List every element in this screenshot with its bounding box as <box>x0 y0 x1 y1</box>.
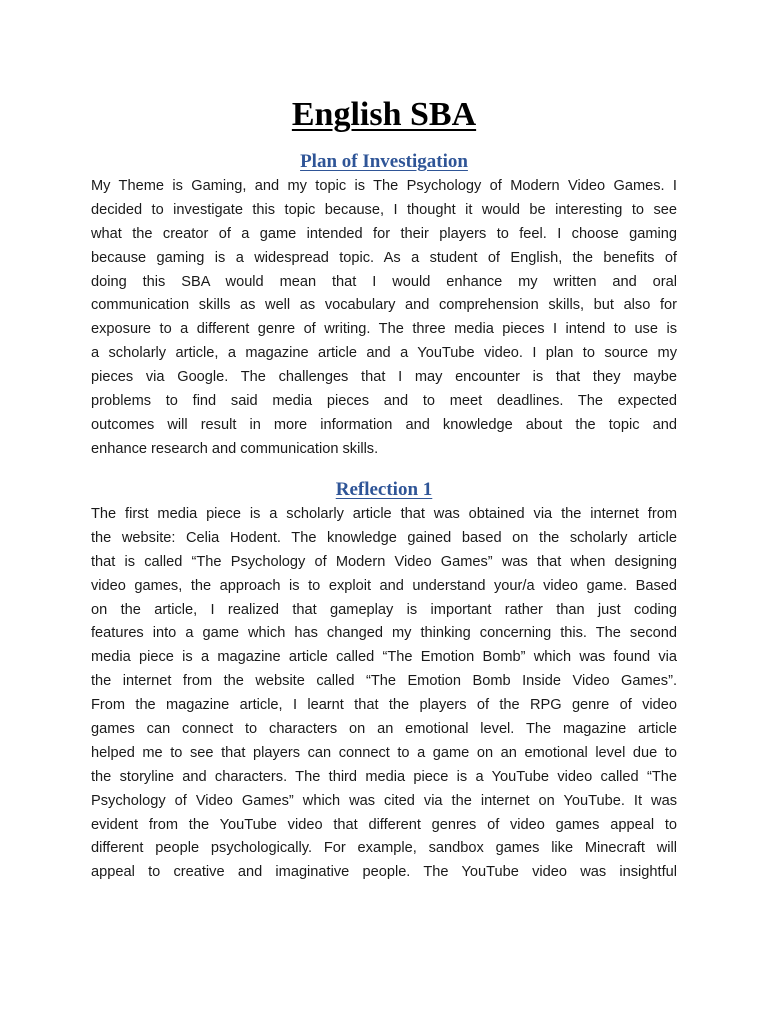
text-line: decided to investigate this topic because, I thought it would be interesting to see <box>91 201 677 218</box>
text-line: the website: Celia Hodent. The knowledge gained based on the scholarly article <box>91 529 677 546</box>
text-line: video games, the approach is to exploit and understand your/a video game. Based <box>91 577 677 594</box>
text-line: a scholarly article, a magazine article and a YouTube video. I plan to source my <box>91 345 677 362</box>
text-line: on the article, I realized that gameplay is important rather than just coding <box>91 601 677 618</box>
section-heading-plan-of-investigation: Plan of Investigation <box>300 151 468 172</box>
text-line: The first media piece is a scholarly article that was obtained via the internet from <box>91 506 677 522</box>
text-line: exposure to a different genre of writing. The three media pieces I intend to use is <box>91 321 677 338</box>
document-title: English SBA <box>291 96 477 133</box>
text-line: appeal to creative and imaginative people. The YouTube video was insightful <box>91 864 677 881</box>
text-line: enhance research and communication skills. <box>91 440 379 457</box>
text-line: the storyline and characters. The third media piece is a YouTube video called “The <box>91 768 677 785</box>
text-line: evident from the YouTube video that different genres of video games appeal to <box>91 816 677 833</box>
text-line: because gaming is a widespread topic. As a student of English, the benefits of <box>91 249 677 266</box>
text-line: media piece is a magazine article called “The Emotion Bomb” which was found via <box>91 649 677 666</box>
text-line: that is called “The Psychology of Modern Video Games” was that when designing <box>91 553 677 570</box>
text-line: doing this SBA would mean that I would enhance my written and oral <box>91 273 677 290</box>
paragraph-plan-of-investigation <box>91 175 677 462</box>
text-line: Psychology of Video Games” which was cited via the internet on YouTube. It was <box>91 792 677 809</box>
text-line: outcomes will result in more information and knowledge about the topic and <box>91 416 677 433</box>
text-line: games can connect to characters on an emotional level. The magazine article <box>91 721 677 738</box>
text-line: pieces via Google. The challenges that I may encounter is that they maybe <box>91 369 677 386</box>
text-line: problems to find said media pieces and to meet deadlines. The expected <box>91 393 677 410</box>
paragraph-reflection-1 <box>91 503 677 885</box>
text-line: From the magazine article, I learnt that the players of the RPG genre of video <box>91 697 677 714</box>
section-heading-reflection-1: Reflection 1 <box>335 479 433 500</box>
text-line: different people psychologically. For example, sandbox games like Minecraft will <box>91 840 677 857</box>
text-line: what the creator of a game intended for their players to feel. I choose gaming <box>91 225 677 242</box>
text-line: features into a game which has changed my thinking concerning this. The second <box>91 625 677 642</box>
text-line: communication skills as well as vocabulary and comprehension skills, but also for <box>91 297 677 314</box>
text-line: the internet from the website called “The Emotion Bomb Inside Video Games”. <box>91 673 677 690</box>
text-line: My Theme is Gaming, and my topic is The Psychology of Modern Video Games. I <box>91 178 677 194</box>
text-line: helped me to see that players can connect to a game on an emotional level due to <box>91 744 677 761</box>
